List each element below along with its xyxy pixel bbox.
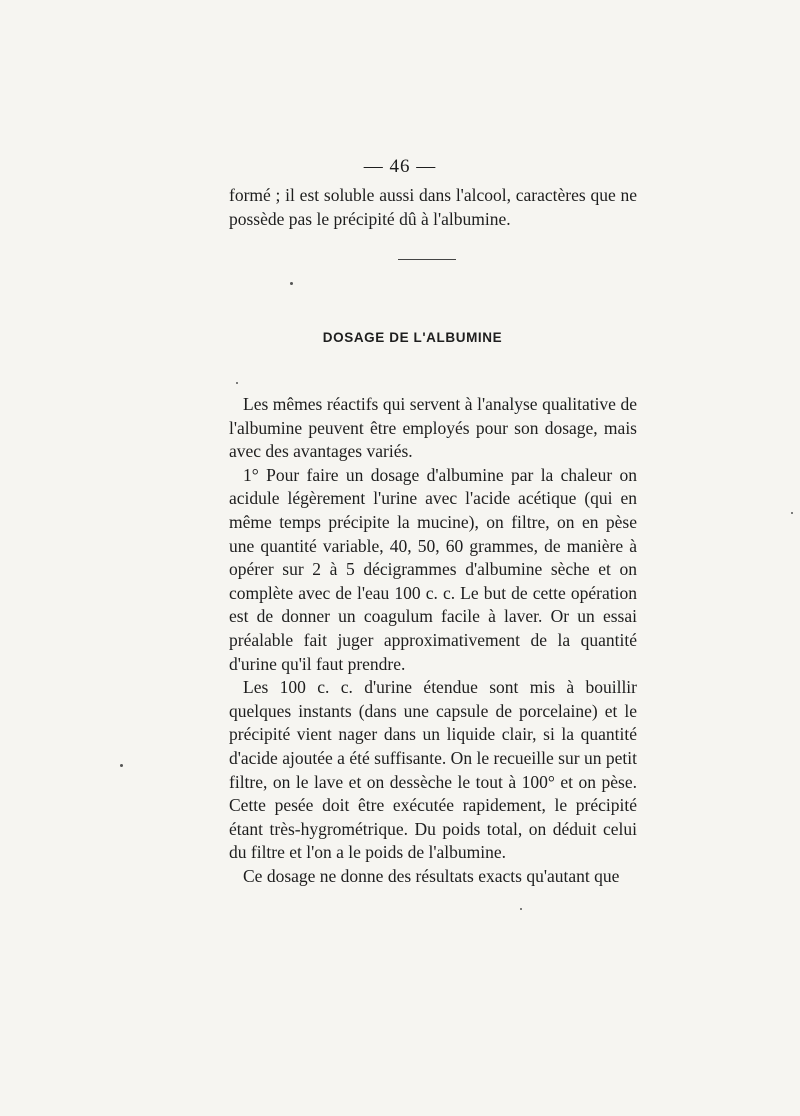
paragraph-3: Les 100 c. c. d'urine étendue sont mis à bouillir quelques instants (dans une capsule de porcelaine) et le précipité vient nager dans un liquide clair, si la quantité d'acide ajoutée a été suffisante. On le recueille sur un petit filtre, on le lave et on dessèche le tout à 100° et on pèse. Cette pesée doit être exécutée rapidement, le précipité étant très-hygrométrique. Du poids total, on déduit celui du filtre et l'on a le poids de l'albumine. [229,677,637,863]
paragraph-1: Les mêmes réactifs qui servent à l'analyse qualitative de l'albumine peuvent être employés pour son dosage, mais avec des avantages variés. [229,394,637,462]
paragraph-2: 1° Pour faire un dosage d'albumine par la chaleur on acidule légèrement l'urine avec l'acide acétique (qui en même temps précipite la mucine), on filtre, on en pèse une quantité variable, 40, 50, 60 grammes, de manière à opérer sur 2 à 5 décigrammes d'albumine sèche et on complète avec de l'eau 100 c. c. Le but de cette opération est de donner un coagulum facile à laver. Or un essai préalable fait juger approximativement de la quantité d'urine qu'il faut prendre. [229,464,637,674]
continuation-text: formé ; il est soluble aussi dans l'alcool, caractères que ne possède pas le précipité dû à l'albumine. [229,185,637,229]
scan-speck [791,512,793,514]
scan-speck [290,282,293,285]
continuation-paragraph [229,184,637,231]
paragraph-4: Ce dosage ne donne des résultats exacts qu'autant que [243,865,620,886]
section-divider [398,259,456,260]
scan-speck [520,908,522,910]
scan-speck [236,382,238,384]
page-number: — 46 — [363,156,437,177]
scan-speck [120,764,123,767]
section-heading: DOSAGE DE L'ALBUMINE [322,330,503,345]
section-body [229,393,637,888]
